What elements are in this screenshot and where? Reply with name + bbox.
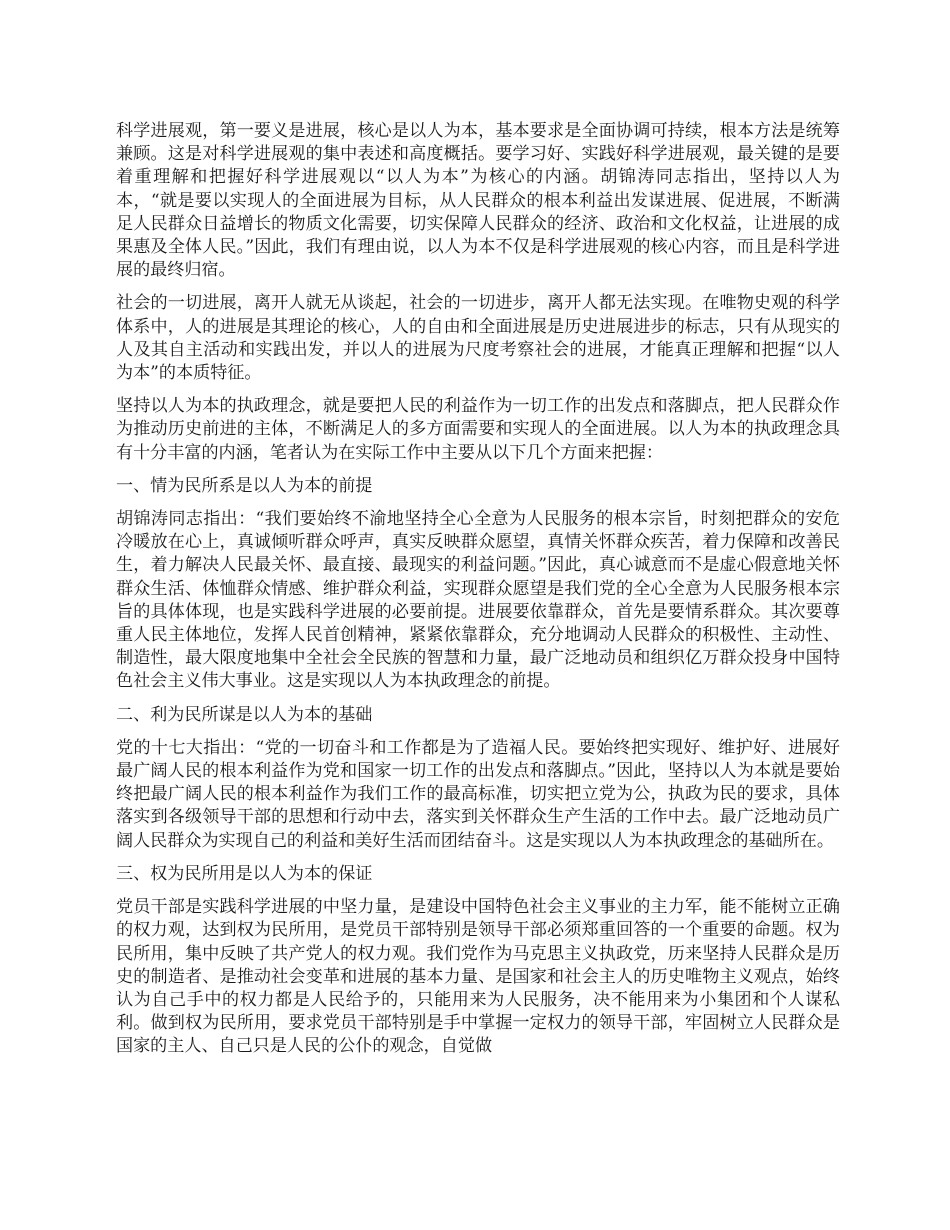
section-heading: 二、利为民所谋是以人为本的基础	[116, 704, 373, 725]
section-heading: 三、权为民所用是以人为本的保证	[116, 863, 373, 884]
section-heading: 一、情为民所系是以人为本的前提	[116, 475, 373, 496]
paragraph: 党员干部是实践科学进展的中坚力量，是建设中国特色社会主义事业的主力军，能不能树立正确的权力观，达到权为民所用，是党员干部特别是领导干部必须郑重回答的一个重要的命题。权为民所用，集中反映了共产党人的权力观。我们党作为马克思主义执政党，历来坚持人民群众是历史的制造者、是推动社会变革和进展的基本力量、是国家和社会主人的历史唯物主义观点，始终认为自己手中的权力都是人民给予的，只能用来为人民服务，决不能用来为小集团和个人谋私利。做到权为民所用，要求党员干部特别是手中掌握一定权力的领导干部，牢固树立人民群众是国家的主人、自己只是人民的公仆的观念，自觉做	[116, 897, 840, 1057]
paragraph: 科学进展观，第一要义是进展，核心是以人为本，基本要求是全面协调可持续，根本方法是统筹兼顾。这是对科学进展观的集中表述和高度概括。要学习好、实践好科学进展观，最关键的是要着重理解和把握好科学进展观以“以人为本”为核心的内涵。胡锦涛同志指出，坚持以人为本，“就是要以实现人的全面进展为目标，从人民群众的根本利益出发谋进展、促进展，不断满足人民群众日益增长的物质文化需要，切实保障人民群众的经济、政治和文化权益，让进展的成果惠及全体人民。”因此，我们有理由说，以人为本不仅是科学进展观的核心内容，而且是科学进展的最终归宿。	[116, 121, 840, 281]
document-body	[116, 120, 840, 1069]
paragraph: 坚持以人为本的执政理念，就是要把人民的利益作为一切工作的出发点和落脚点，把人民群众作为推动历史前进的主体，不断满足人的多方面需要和实现人的全面进展。以人为本的执政理念具有十分丰富的内涵，笔者认为在实际工作中主要从以下几个方面来把握：	[116, 396, 840, 463]
paragraph: 社会的一切进展，离开人就无从谈起，社会的一切进步，离开人都无法实现。在唯物史观的科学体系中，人的进展是其理论的核心，人的自由和全面进展是历史进展进步的标志，只有从现实的人及其自主活动和实践出发，并以人的进展为尺度考察社会的进展，才能真正理解和把握“以人为本”的本质特征。	[116, 293, 840, 384]
paragraph: 胡锦涛同志指出：“我们要始终不渝地坚持全心全意为人民服务的根本宗旨，时刻把群众的安危冷暖放在心上，真诚倾听群众呼声，真实反映群众愿望，真情关怀群众疾苦，着力保障和改善民生，着力解决人民最关怀、最直接、最现实的利益问题。”因此，真心诚意而不是虚心假意地关怀群众生活、体恤群众情感、维护群众利益，实现群众愿望是我们党的全心全意为人民服务根本宗旨的具体体现，也是实践科学进展的必要前提。进展要依靠群众，首先是要情系群众。其次要尊重人民主体地位，发挥人民首创精神，紧紧依靠群众，充分地调动人民群众的积极性、主动性、制造性，最大限度地集中全社会全民族的智慧和力量，最广泛地动员和组织亿万群众投身中国特色社会主义伟大事业。这是实现以人为本执政理念的前提。	[116, 509, 840, 692]
paragraph: 党的十七大指出：“党的一切奋斗和工作都是为了造福人民。要始终把实现好、维护好、进展好最广阔人民的根本利益作为党和国家一切工作的出发点和落脚点。”因此，坚持以人为本就是要始终把最广阔人民的根本利益作为我们工作的最高标准，切实把立党为公，执政为民的要求，具体落实到各级领导干部的思想和行动中去，落实到关怀群众生产生活的工作中去。最广泛地动员广阔人民群众为实现自己的利益和美好生活而团结奋斗。这是实现以人为本执政理念的基础所在。	[116, 737, 840, 851]
